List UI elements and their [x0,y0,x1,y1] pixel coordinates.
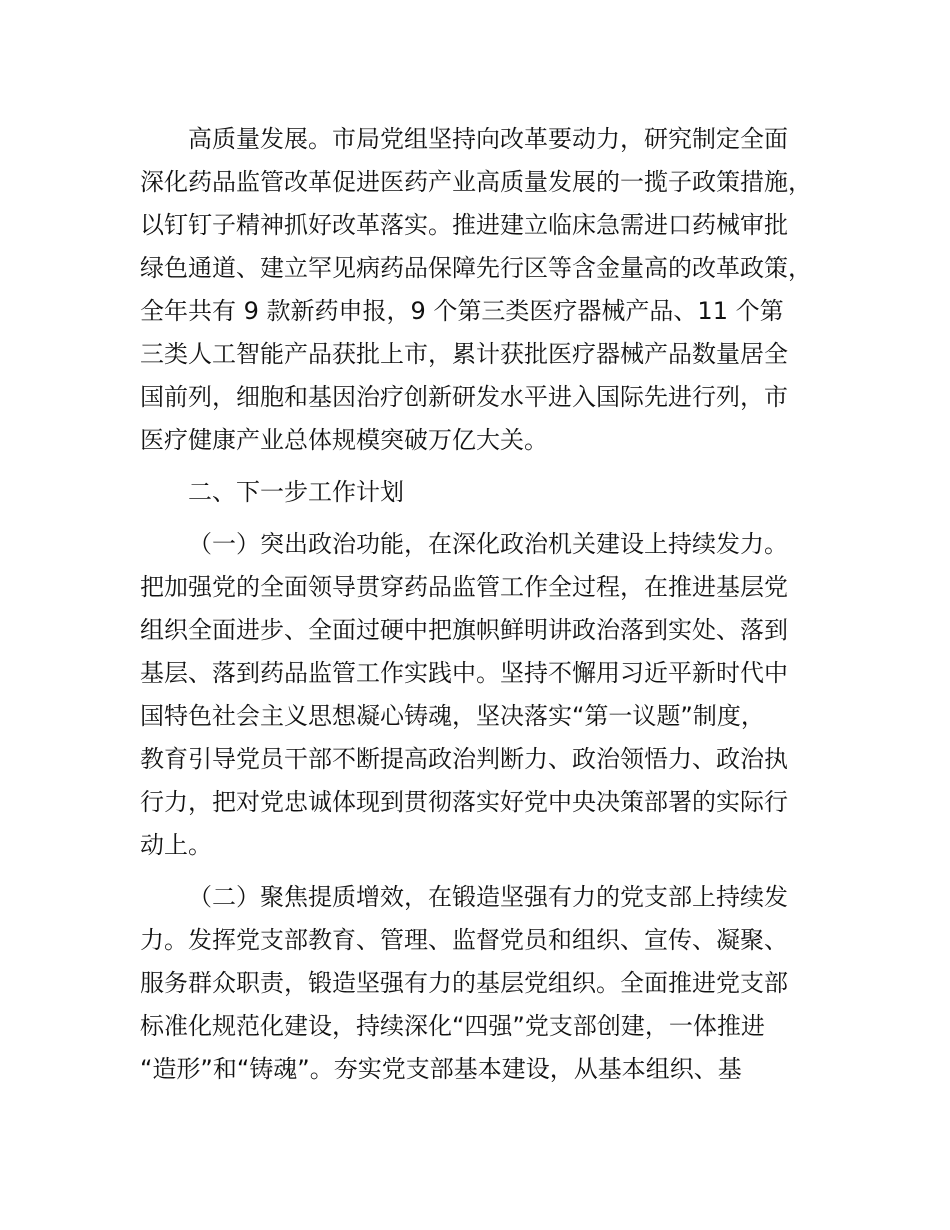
text-line: （一）突出政治功能，在深化政治机关建设上持续发力。 [188,530,788,558]
text-line: 教育引导党员干部不断提高政治判断力、政治领悟力、政治执 [140,745,788,773]
text-line: 国特色社会主义思想凝心铸魂，坚决落实“第一议题”制度， [140,702,765,730]
text-line: 把加强党的全面领导贯穿药品监管工作全过程，在推进基层党 [140,573,788,601]
paragraph-reform-results [140,118,840,462]
paragraph-political-function [140,523,840,867]
text-line: 全年共有 9 款新药申报，9 个第三类医疗器械产品、11 个第 [140,297,784,325]
text-line: “造形”和“铸魂”。夯实党支部基本建设，从基本组织、基 [140,1055,742,1083]
text-line: （二）聚焦提质增效，在锻造坚强有力的党支部上持续发 [188,883,788,911]
section-heading-next-steps [140,471,840,514]
text-line: 国前列，细胞和基因治疗创新研发水平进入国际先进行列，市 [140,383,788,411]
text-line: 高质量发展。市局党组坚持向改革要动力，研究制定全面 [188,125,788,153]
text-line: 力。发挥党支部教育、管理、监督党员和组织、宣传、凝聚、 [140,926,788,954]
text-line: 基层、落到药品监管工作实践中。坚持不懈用习近平新时代中 [140,659,788,687]
text-line: 医疗健康产业总体规模突破万亿大关。 [140,426,548,454]
text-line: 行力，把对党忠诚体现到贯彻落实好党中央决策部署的实际行 [140,788,788,816]
text-line: 动上。 [140,831,212,859]
text-line: 深化药品监管改革促进医药产业高质量发展的一揽子政策措施， [140,168,812,196]
text-line: 三类人工智能产品获批上市，累计获批医疗器械产品数量居全 [140,340,788,368]
paragraph-party-branch [140,876,840,1091]
heading-line: 二、下一步工作计划 [188,478,404,506]
document-body [140,118,840,1091]
text-line: 以钉钉子精神抓好改革落实。推进建立临床急需进口药械审批 [140,211,788,239]
text-line: 组织全面进步、全面过硬中把旗帜鲜明讲政治落到实处、落到 [140,616,788,644]
text-line: 标准化规范化建设，持续深化“四强”党支部创建，一体推进 [140,1012,765,1040]
text-line: 服务群众职责，锻造坚强有力的基层党组织。全面推进党支部 [140,969,788,997]
text-line: 绿色通道、建立罕见病药品保障先行区等含金量高的改革政策， [140,254,812,282]
